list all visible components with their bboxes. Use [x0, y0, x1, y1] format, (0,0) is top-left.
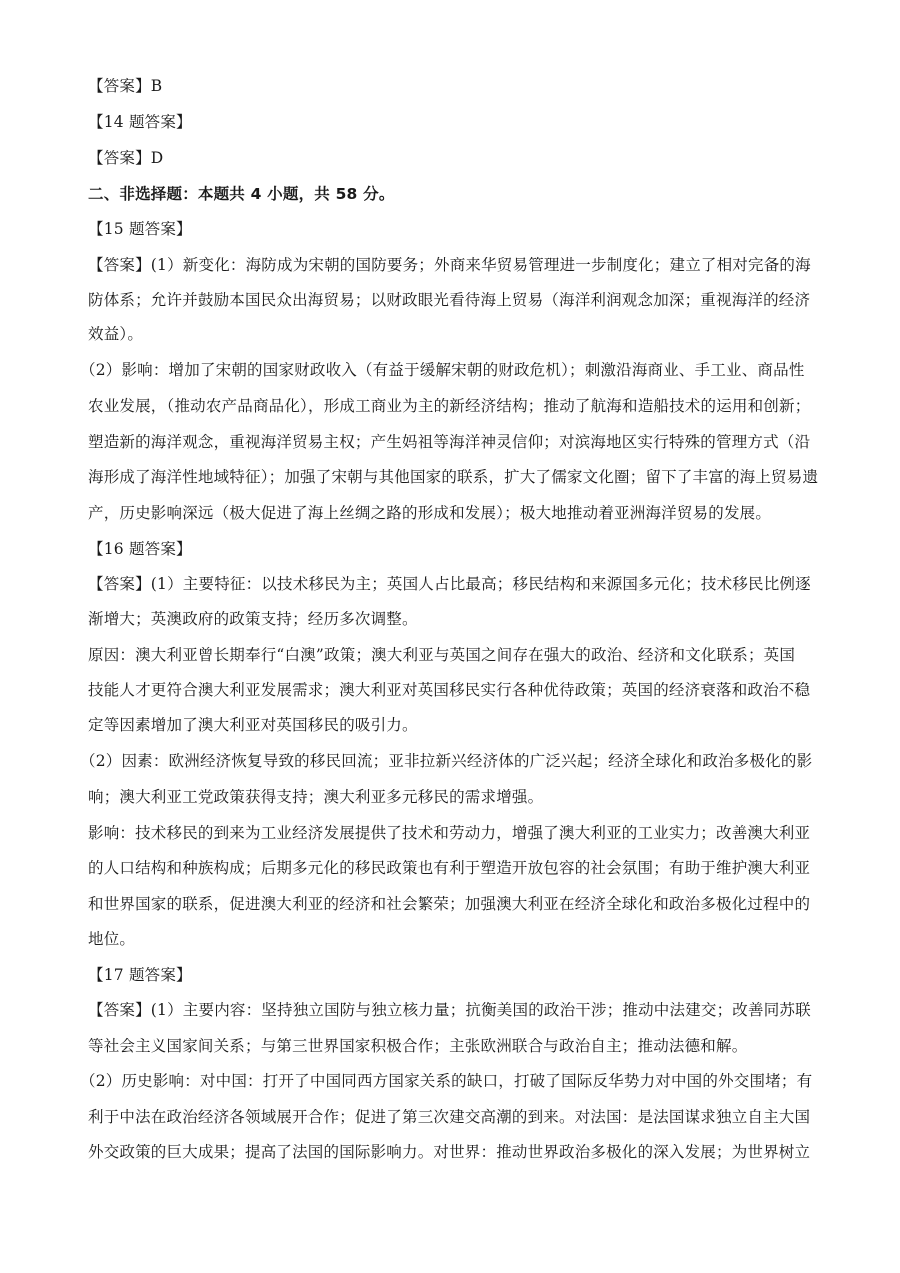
- q17-answer-line: 等社会主义国家间关系；与第三世界国家积极合作；主张欧洲联合与政治自主；推动法德和解。: [88, 1037, 748, 1055]
- q14-heading: 【14 题答案】: [88, 113, 192, 131]
- q17-answer-line: （2）历史影响：对中国：打开了中国同西方国家关系的缺口，打破了国际反华势力对中国的外交围堵；有: [80, 1072, 813, 1090]
- q16-answer-line: （2）因素：欧洲经济恢复导致的移民回流；亚非拉新兴经济体的广泛兴起；经济全球化和政治多极化的影: [80, 752, 813, 770]
- q15-heading: 【15 题答案】: [88, 220, 192, 238]
- q15-answer-line: 【答案】(1）新变化：海防成为宋朝的国防要务；外商来华贸易管理进一步制度化；建立了相对完备的海: [88, 256, 811, 274]
- q15-answer-line: （2）影响：增加了宋朝的国家财政收入（有益于缓解宋朝的财政危机）；刺激沿海商业、手工业、商品性: [80, 361, 805, 379]
- answer-14: 【答案】D: [88, 149, 164, 167]
- q15-answer-line: 塑造新的海洋观念，重视海洋贸易主权；产生妈祖等海洋神灵信仰；对滨海地区实行特殊的管理方式（沿: [88, 433, 811, 451]
- section-heading: 二、非选择题：本题共 4 小题，共 58 分。: [88, 185, 395, 203]
- q16-answer-line: 的人口结构和种族构成；后期多元化的移民政策也有利于塑造开放包容的社会氛围；有助于维护澳大利亚: [88, 859, 811, 877]
- q16-answer-line: 【答案】(1）主要特征：以技术移民为主；英国人占比最高；移民结构和来源国多元化；技术移民比例逐: [88, 575, 811, 593]
- q16-answer-line: 响；澳大利亚工党政策获得支持；澳大利亚多元移民的需求增强。: [88, 788, 544, 806]
- q17-answer-line: 利于中法在政治经济各领域展开合作；促进了第三次建交高潮的到来。对法国：是法国谋求独立自主大国: [88, 1108, 811, 1126]
- q15-answer-line: 农业发展，（推动农产品商品化），形成工商业为主的新经济结构；推动了航海和造船技术的运用和创新；: [88, 397, 811, 415]
- q16-answer-line: 定等因素增加了澳大利亚对英国移民的吸引力。: [88, 716, 418, 734]
- q16-answer-line: 技能人才更符合澳大利亚发展需求；澳大利亚对英国移民实行各种优待政策；英国的经济衰落和政治不稳: [88, 681, 811, 699]
- q16-answer-line: 和世界国家的联系，促进澳大利亚的经济和社会繁荣；加强澳大利亚在经济全球化和政治多极化过程中的: [88, 895, 811, 913]
- q17-heading: 【17 题答案】: [88, 966, 192, 984]
- q15-answer-line: 防体系；允许并鼓励本国民众出海贸易；以财政眼光看待海上贸易（海洋利润观念加深；重视海洋的经济: [88, 291, 811, 309]
- q16-answer-line: 渐增大；英澳政府的政策支持；经历多次调整。: [88, 610, 418, 628]
- q15-answer-line: 产，历史影响深远（极大促进了海上丝绸之路的形成和发展）；极大地推动着亚洲海洋贸易的发展。: [88, 504, 772, 522]
- q15-answer-line: 海形成了海洋性地域特征）；加强了宋朝与其他国家的联系，扩大了儒家文化圈；留下了丰富的海上贸易遗: [88, 468, 819, 486]
- q17-answer-line: 【答案】(1）主要内容：坚持独立国防与独立核力量；抗衡美国的政治干涉；推动中法建交；改善同苏联: [88, 1001, 811, 1019]
- q16-answer-line: 影响：技术移民的到来为工业经济发展提供了技术和劳动力，增强了澳大利亚的工业实力；改善澳大利亚: [88, 824, 811, 842]
- q15-answer-line: 效益）。: [88, 325, 144, 343]
- q16-heading: 【16 题答案】: [88, 540, 192, 558]
- answer-13: 【答案】B: [88, 77, 163, 95]
- q17-answer-line: 外交政策的巨大成果；提高了法国的国际影响力。对世界：推动世界政治多极化的深入发展；为世界树立: [88, 1143, 811, 1161]
- q16-answer-line: 地位。: [88, 930, 136, 948]
- q16-answer-line: 原因：澳大利亚曾长期奉行“白澳”政策；澳大利亚与英国之间存在强大的政治、经济和文化联系；英国: [88, 646, 796, 664]
